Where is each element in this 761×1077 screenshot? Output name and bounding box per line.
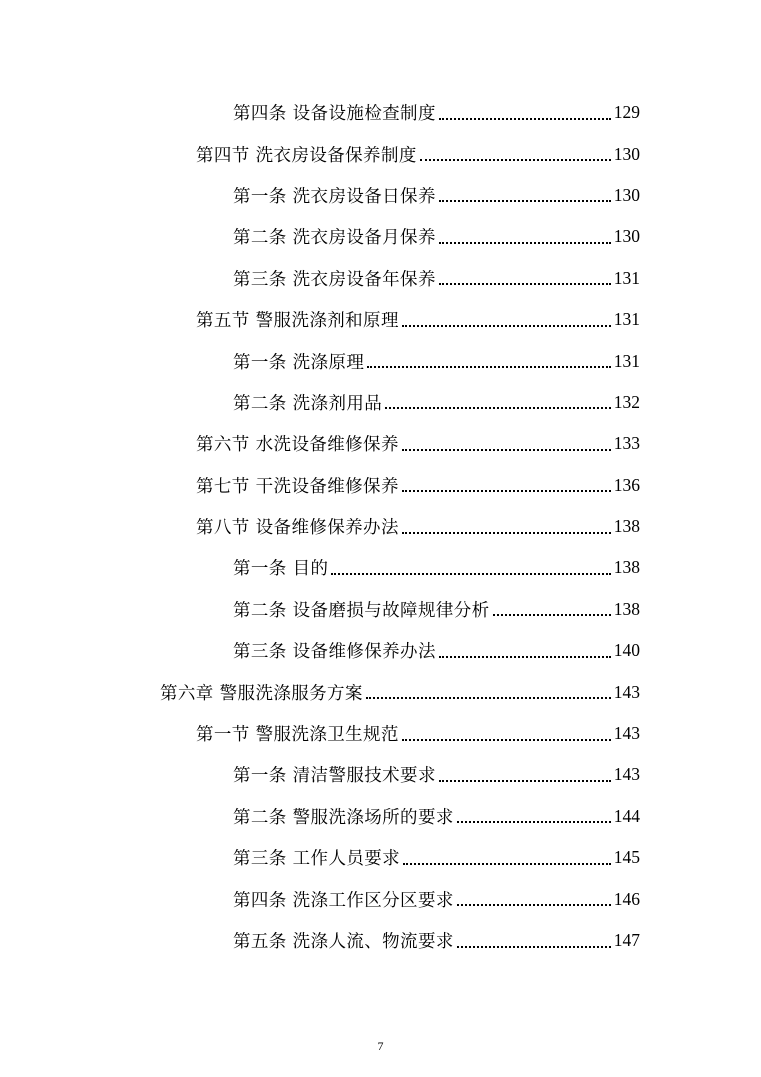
toc-entry-label: 第二条 洗涤剂用品 [233, 393, 383, 414]
toc-entry-section[interactable] [0, 465, 761, 506]
toc-entry-article[interactable] [0, 216, 761, 257]
toc-entry-page: 133 [613, 433, 640, 454]
toc-entry-label: 第一条 目的 [233, 559, 329, 580]
toc-entry-page: 146 [613, 888, 640, 909]
toc-entry-label: 第四条 设备设施检查制度 [233, 104, 436, 125]
toc-entry-page: 138 [613, 557, 640, 578]
dot-leader [402, 739, 611, 741]
toc-entry-label: 第五节 警服洗涤剂和原理 [196, 311, 399, 332]
toc-entry-page: 143 [613, 681, 640, 702]
dot-leader [420, 159, 611, 161]
toc-entry-section[interactable] [0, 506, 761, 547]
toc-entry-article[interactable] [0, 340, 761, 381]
toc-entry-article[interactable] [0, 589, 761, 630]
toc-entry-label: 第四节 洗衣房设备保养制度 [196, 145, 417, 166]
dot-leader [403, 863, 611, 865]
toc-entry-section[interactable] [0, 423, 761, 464]
toc-entry-label: 第六章 警服洗涤服务方案 [160, 683, 363, 704]
toc-entry-page: 143 [613, 723, 640, 744]
toc-entry-page: 130 [613, 143, 640, 164]
dot-leader [402, 449, 611, 451]
dot-leader [457, 821, 611, 823]
dot-leader [331, 573, 610, 575]
dot-leader [439, 283, 611, 285]
toc-entry-article[interactable] [0, 754, 761, 795]
toc-entry-label: 第二条 警服洗涤场所的要求 [233, 807, 454, 828]
dot-leader [457, 904, 611, 906]
toc-entry-label: 第三条 洗衣房设备年保养 [233, 269, 436, 290]
toc-entry-label: 第五条 洗涤人流、物流要求 [233, 932, 454, 952]
dot-leader [439, 656, 611, 658]
toc-entry-page: 138 [613, 516, 640, 537]
toc-entry-page: 145 [613, 847, 640, 868]
toc-entry-article[interactable] [0, 382, 761, 423]
toc-entry-page: 129 [613, 102, 640, 123]
dot-leader [385, 407, 611, 409]
dot-leader [402, 325, 611, 327]
toc-entry-chapter[interactable] [0, 671, 761, 712]
toc-entry-label: 第一条 洗涤原理 [233, 352, 365, 373]
toc-entry-page: 143 [613, 764, 640, 785]
toc-entry-label: 第四条 洗涤工作区分区要求 [233, 890, 454, 911]
dot-leader [439, 242, 611, 244]
toc-entry-article[interactable] [0, 175, 761, 216]
toc-entry-page: 131 [613, 309, 640, 330]
toc-entry-page: 132 [613, 391, 640, 412]
dot-leader [457, 946, 611, 948]
toc-entry-article[interactable] [0, 920, 761, 961]
toc-entry-article[interactable] [0, 796, 761, 837]
dot-leader [439, 780, 611, 782]
toc-entry-page: 131 [613, 267, 640, 288]
toc-entry-page: 144 [613, 805, 640, 826]
toc-entry-page: 131 [613, 350, 640, 371]
toc-entry-page: 136 [613, 474, 640, 495]
toc-entry-label: 第一条 洗衣房设备日保养 [233, 186, 436, 207]
toc-entry-label: 第三条 设备维修保养办法 [233, 642, 436, 663]
toc-entry-section[interactable] [0, 133, 761, 174]
toc-entry-article[interactable] [0, 258, 761, 299]
toc-entry-label: 第三条 工作人员要求 [233, 849, 401, 870]
toc-entry-section[interactable] [0, 713, 761, 754]
dot-leader [439, 200, 611, 202]
toc-entry-label: 第二条 设备磨损与故障规律分析 [233, 600, 490, 621]
toc-entry-page: 130 [613, 226, 640, 247]
dot-leader [366, 697, 611, 699]
toc-entry-page: 130 [613, 184, 640, 205]
toc-entry-article[interactable] [0, 630, 761, 671]
table-of-contents [0, 92, 761, 961]
page-number: 7 [377, 1039, 384, 1053]
toc-entry-label: 第一节 警服洗涤卫生规范 [196, 725, 399, 746]
toc-entry-page: 138 [613, 598, 640, 619]
toc-entry-label: 第七节 干洗设备维修保养 [196, 476, 399, 497]
toc-entry-label: 第六节 水洗设备维修保养 [196, 435, 399, 456]
toc-entry-section[interactable] [0, 299, 761, 340]
toc-entry-label: 第八节 设备维修保养办法 [196, 518, 399, 539]
toc-entry-label: 第二条 洗衣房设备月保养 [233, 228, 436, 249]
toc-entry-label: 第一条 清洁警服技术要求 [233, 766, 436, 787]
toc-entry-page: 140 [613, 640, 640, 661]
toc-entry-article[interactable] [0, 837, 761, 878]
dot-leader [439, 118, 611, 120]
toc-entry-article[interactable] [0, 878, 761, 919]
dot-leader [402, 532, 611, 534]
dot-leader [493, 614, 611, 616]
toc-entry-article[interactable] [0, 547, 761, 588]
toc-entry-page: 147 [613, 930, 640, 950]
dot-leader [367, 366, 610, 368]
dot-leader [402, 490, 611, 492]
toc-entry-article[interactable] [0, 92, 761, 133]
